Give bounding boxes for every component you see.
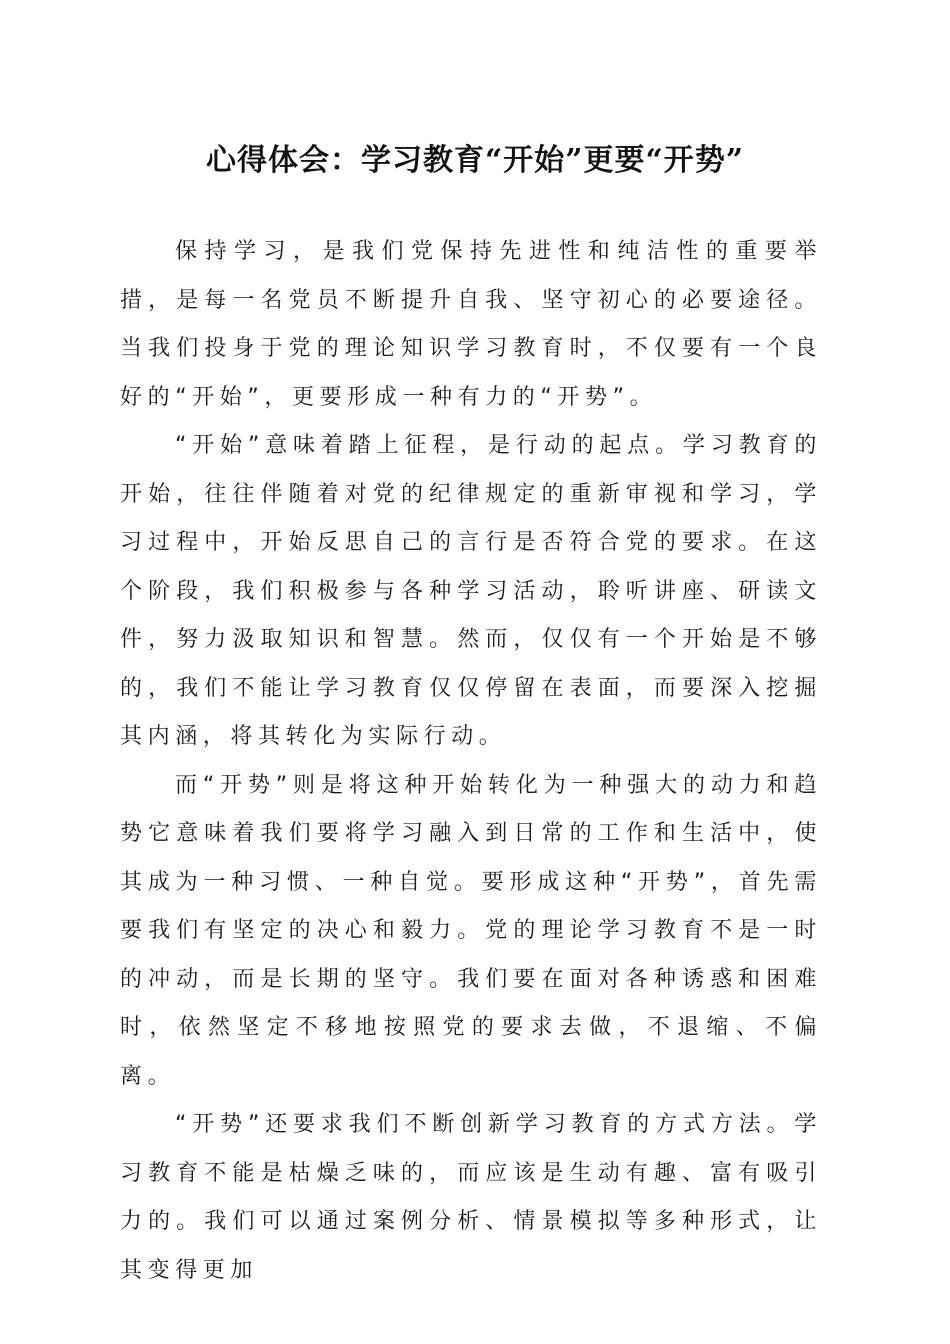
document-body [120,228,822,1295]
document-title: 心得体会：学习教育“开始”更要“开势” [205,143,745,178]
paragraph-1: 保持学习，是我们党保持先进性和纯洁性的重要举措，是每一名党员不断提升自我、坚守初心的必要途径。当我们投身于党的理论知识学习教育时，不仅要有一个良好的“开始”，更要形成一种有力的“开势”。 [120,239,822,410]
paragraph-3: 而“开势”则是将这种开始转化为一种强大的动力和趋势它意味着我们要将学习融入到日常的工作和生活中，使其成为一种习惯、一种自觉。要形成这种“开势”，首先需要我们有坚定的决心和毅力。党的理论学习教育不是一时的冲动，而是长期的坚守。我们要在面对各种诱惑和困难时，依然坚定不移地按照党的要求去做，不退缩、不偏离。 [120,772,822,1089]
paragraph-2: “开始”意味着踏上征程，是行动的起点。学习教育的开始，往往伴随着对党的纪律规定的重新审视和学习，学习过程中，开始反思自己的言行是否符合党的要求。在这个阶段，我们积极参与各种学习活动，聆听讲座、研读文件，努力汲取知识和智慧。然而，仅仅有一个开始是不够的，我们不能让学习教育仅仅停留在表面，而要深入挖掘其内涵，将其转化为实际行动。 [120,433,822,749]
paragraph-4: “开势”还要求我们不断创新学习教育的方式方法。学习教育不能是枯燥乏味的，而应该是生动有趣、富有吸引力的。我们可以通过案例分析、情景模拟等多种形式，让其变得更加 [120,1112,822,1283]
